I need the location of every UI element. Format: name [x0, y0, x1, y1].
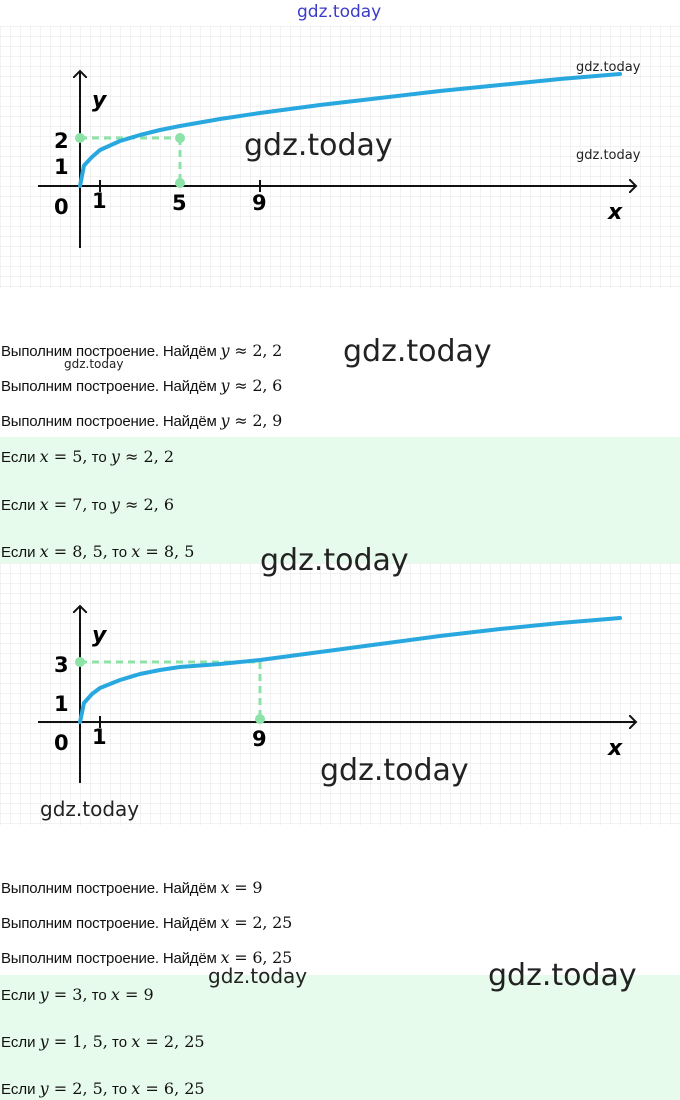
- answer2-line-1-rel2: =: [119, 985, 144, 1004]
- task1-line-1-rel: ≈: [229, 341, 253, 360]
- task1-line-3-value: 2, 9: [252, 411, 283, 430]
- task1-line-2-rel: ≈: [229, 376, 253, 395]
- graph1-point-x5: [175, 178, 185, 188]
- watermark-g2-large: gdz.today: [320, 753, 469, 788]
- task2-line-2-rel: =: [229, 913, 253, 932]
- graph2-tick-label-9: 9: [252, 727, 267, 751]
- answer1-line-2-var1: x: [39, 495, 49, 514]
- task2-line-2-text: Выполним построение. Найдём: [1, 915, 221, 932]
- answer1-line-1-then: то: [87, 449, 111, 466]
- graph2-xlabel: x: [608, 736, 623, 761]
- answer1-line-2-rel2: ≈: [119, 495, 144, 514]
- answer2-line-3-rel1: =: [48, 1079, 73, 1098]
- answer1-line-3-val2: 8, 5: [163, 542, 195, 561]
- watermark-g1-b: gdz.today: [576, 148, 641, 163]
- answer2-line-1: [1, 985, 154, 1004]
- answer1-line-2-var2: y: [110, 495, 120, 514]
- task1-line-2-value: 2, 6: [252, 376, 283, 395]
- graph2-origin: 0: [54, 731, 69, 755]
- graph1-point-y2: [75, 133, 85, 143]
- answer1-line-1-if: Если: [1, 449, 40, 466]
- watermark-g1-large: gdz.today: [244, 128, 393, 163]
- answer1-line-2-then: то: [87, 497, 111, 514]
- task2-line-1-var: x: [220, 878, 230, 897]
- watermark-a2-large: gdz.today: [488, 958, 637, 993]
- watermark-g2-small: gdz.today: [40, 797, 140, 821]
- answer1-line-3-val1: 8, 5,: [72, 542, 108, 561]
- answer2-line-1-val2: 9: [143, 985, 154, 1004]
- task1-line-2-text: Выполним построение. Найдём: [1, 378, 221, 395]
- task2-line-3-text: Выполним построение. Найдём: [1, 950, 221, 967]
- graph1-origin: 0: [54, 195, 69, 219]
- answer1-line-2-val1: 7,: [72, 495, 88, 514]
- task2-line-1-value: 9: [252, 878, 263, 897]
- task2-line-2-value: 2, 25: [252, 913, 293, 932]
- answer1-line-1-rel1: =: [48, 447, 73, 466]
- graph1-point-curve: [175, 133, 185, 143]
- graph1-tick-label-1: 1: [92, 189, 107, 213]
- answer2-line-2: [1, 1032, 205, 1051]
- task2-line-3-rel: =: [229, 948, 253, 967]
- graph1-ylabel: y: [92, 88, 107, 113]
- graph2-point-x9: [255, 714, 265, 724]
- task1-line-1-text: Выполним построение. Найдём: [1, 343, 221, 360]
- answer2-line-2-if: Если: [1, 1034, 40, 1051]
- answer1-line-1-var2: y: [110, 447, 120, 466]
- task1-line-3-text: Выполним построение. Найдём: [1, 413, 221, 430]
- answer2-line-3: [1, 1079, 205, 1098]
- graph2-ylabel-1: 1: [54, 692, 69, 716]
- answer1-line-2: [1, 495, 174, 514]
- answer2-line-3-val1: 2, 5,: [72, 1079, 108, 1098]
- graph1-ylabel-2: 2: [54, 129, 69, 153]
- answer2-line-1-rel1: =: [48, 985, 73, 1004]
- answer1-line-1-var1: x: [39, 447, 49, 466]
- answer2-line-1-var2: x: [110, 985, 120, 1004]
- answer2-line-1-then: то: [87, 987, 111, 1004]
- task1-line-3-rel: ≈: [229, 411, 253, 430]
- answer1-line-3-var1: x: [39, 542, 49, 561]
- task2-line-1-rel: =: [229, 878, 253, 897]
- answer1-line-1: [1, 447, 174, 466]
- answer2-line-3-rel2: =: [140, 1079, 164, 1098]
- graph2-ylabel-3: 3: [54, 653, 69, 677]
- watermark-t1-large: gdz.today: [343, 334, 492, 369]
- task1-line-3-var: y: [220, 411, 230, 430]
- task2-line-3-value: 6, 25: [252, 948, 293, 967]
- answer2-line-2-var1: y: [39, 1032, 49, 1051]
- answer2-line-2-rel1: =: [48, 1032, 73, 1051]
- answer1-line-2-rel1: =: [48, 495, 73, 514]
- answer2-line-2-var2: x: [131, 1032, 141, 1051]
- task2-line-1-text: Выполним построение. Найдём: [1, 880, 221, 897]
- answer1-line-2-if: Если: [1, 497, 40, 514]
- answer2-line-2-then: то: [107, 1034, 132, 1051]
- watermark-g1-a: gdz.today: [576, 60, 641, 75]
- graph2-tick-label-1: 1: [92, 725, 107, 749]
- task1-line-1: [1, 341, 282, 360]
- task1-line-1-var: y: [220, 341, 230, 360]
- answer2-line-1-val1: 3,: [72, 985, 88, 1004]
- task1-line-2: [1, 376, 282, 395]
- answer2-line-3-var2: x: [131, 1079, 141, 1098]
- answer1-line-3-if: Если: [1, 544, 40, 561]
- answer2-line-1-if: Если: [1, 987, 40, 1004]
- graph1-tick-label-9: 9: [252, 191, 267, 215]
- answer1-line-1-val2: 2, 2: [143, 447, 175, 466]
- answer1-line-3-rel1: =: [48, 542, 73, 561]
- answer1-line-3-var2: x: [131, 542, 141, 561]
- watermark-top: gdz.today: [297, 2, 382, 22]
- answer1-line-1-val1: 5,: [72, 447, 88, 466]
- answer1-line-2-val2: 2, 6: [143, 495, 175, 514]
- answer1-line-3: [1, 542, 194, 561]
- graph1-ylabel-1: 1: [54, 155, 69, 179]
- answer1-line-3-then: то: [107, 544, 132, 561]
- task2-line-3-var: x: [220, 948, 230, 967]
- graph2-ylabel: y: [92, 623, 107, 648]
- answer2-line-2-val1: 1, 5,: [72, 1032, 108, 1051]
- answer2-line-3-var1: y: [39, 1079, 49, 1098]
- task1-line-3: [1, 411, 282, 430]
- answer2-line-3-then: то: [107, 1081, 132, 1098]
- task2-line-1: [1, 878, 262, 897]
- task1-line-2-var: y: [220, 376, 230, 395]
- graph1-xlabel: x: [608, 200, 623, 225]
- answer2-block: [0, 975, 680, 1100]
- answer1-line-1-rel2: ≈: [119, 447, 144, 466]
- answer1-line-3-rel2: =: [140, 542, 164, 561]
- answer2-line-2-val2: 2, 25: [163, 1032, 205, 1051]
- watermark-a2-small: gdz.today: [208, 964, 308, 988]
- answer2-line-3-if: Если: [1, 1081, 40, 1098]
- task2-line-2-var: x: [220, 913, 230, 932]
- graph1-tick-label-5: 5: [172, 191, 187, 215]
- answer2-line-2-rel2: =: [140, 1032, 164, 1051]
- graph2-point-y3: [75, 657, 85, 667]
- answer2-line-3-val2: 6, 25: [163, 1079, 205, 1098]
- watermark-t1-small: gdz.today: [64, 357, 124, 371]
- task2-line-2: [1, 913, 292, 932]
- task1-line-1-value: 2, 2: [252, 341, 283, 360]
- watermark-a1-large: gdz.today: [260, 543, 409, 578]
- answer2-line-1-var1: y: [39, 985, 49, 1004]
